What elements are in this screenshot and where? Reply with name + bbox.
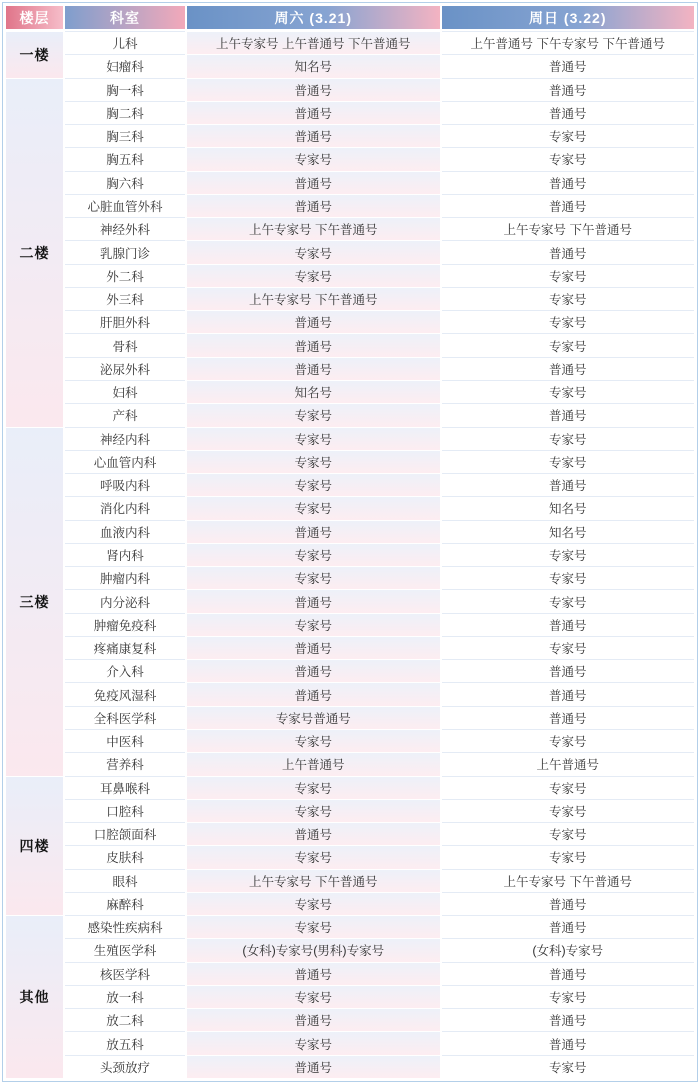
saturday-value-cell: 普通号 [187,124,440,147]
department-cell: 消化内科 [65,496,185,519]
department-cell: 放二科 [65,1008,185,1031]
saturday-value-cell: 上午专家号 下午普通号 [187,217,440,240]
saturday-value-cell: 专家号 [187,985,440,1008]
header-saturday: 周六 (3.21) [187,6,440,29]
floor-cell: 其他 [6,915,63,1078]
department-cell: 肝胆外科 [65,310,185,333]
department-cell: 疼痛康复科 [65,636,185,659]
sunday-value-cell: 专家号 [442,566,695,589]
saturday-value-cell: 专家号 [187,264,440,287]
saturday-value-cell: 专家号普通号 [187,706,440,729]
department-cell: 妇瘤科 [65,54,185,77]
saturday-value-cell: 知名号 [187,54,440,77]
floor-cell: 二楼 [6,78,63,427]
sunday-value-cell: 专家号 [442,799,695,822]
saturday-value-cell: 普通号 [187,520,440,543]
sunday-value-cell: 普通号 [442,240,695,263]
floor-cell: 三楼 [6,427,63,776]
department-cell: 骨科 [65,333,185,356]
department-cell: 儿科 [65,31,185,54]
sunday-value-cell: 普通号 [442,706,695,729]
department-cell: 乳腺门诊 [65,240,185,263]
saturday-value-cell: 普通号 [187,357,440,380]
sunday-value-cell: 普通号 [442,78,695,101]
sunday-value-cell: 专家号 [442,985,695,1008]
header-floor: 楼层 [6,6,63,29]
department-cell: 眼科 [65,869,185,892]
sunday-value-cell: 专家号 [442,287,695,310]
sunday-value-cell: 专家号 [442,822,695,845]
saturday-value-cell: 专家号 [187,473,440,496]
sunday-value-cell: 专家号 [442,729,695,752]
sunday-value-cell: 普通号 [442,1008,695,1031]
sunday-value-cell: 上午普通号 下午专家号 下午普通号 [442,31,695,54]
department-cell: 麻醉科 [65,892,185,915]
sunday-value-cell: 专家号 [442,543,695,566]
department-cell: 胸五科 [65,147,185,170]
department-cell: 口腔科 [65,799,185,822]
department-cell: 营养科 [65,752,185,775]
sunday-value-cell: 普通号 [442,403,695,426]
saturday-value-cell: 普通号 [187,101,440,124]
table-header-row [6,6,694,29]
saturday-value-cell: 专家号 [187,543,440,566]
saturday-value-cell: 专家号 [187,915,440,938]
header-department: 科室 [65,6,185,29]
sunday-value-cell: 专家号 [442,450,695,473]
saturday-value-cell: 专家号 [187,427,440,450]
saturday-value-cell: 专家号 [187,613,440,636]
department-cell: 产科 [65,403,185,426]
saturday-value-cell: 普通号 [187,1008,440,1031]
saturday-value-cell: 上午普通号 [187,752,440,775]
sunday-value-cell: 专家号 [442,1055,695,1078]
saturday-value-cell: 普通号 [187,171,440,194]
sunday-value-cell: 专家号 [442,124,695,147]
sunday-value-cell: 普通号 [442,101,695,124]
department-cell: 泌尿外科 [65,357,185,380]
sunday-value-cell: 专家号 [442,147,695,170]
department-cell: 皮肤科 [65,845,185,868]
department-cell: 肾内科 [65,543,185,566]
saturday-value-cell: 普通号 [187,78,440,101]
saturday-value-cell: 专家号 [187,1031,440,1054]
department-cell: 核医学科 [65,962,185,985]
saturday-value-cell: 普通号 [187,962,440,985]
saturday-value-cell: 普通号 [187,682,440,705]
department-cell: 全科医学科 [65,706,185,729]
saturday-value-cell: 专家号 [187,776,440,799]
sunday-value-cell: 上午普通号 [442,752,695,775]
schedule-table [2,2,698,1082]
saturday-value-cell: 普通号 [187,589,440,612]
department-cell: 介入科 [65,659,185,682]
saturday-value-cell: 专家号 [187,566,440,589]
saturday-value-cell: 专家号 [187,496,440,519]
department-cell: 胸六科 [65,171,185,194]
sunday-value-cell: 上午专家号 下午普通号 [442,869,695,892]
saturday-value-cell: 普通号 [187,822,440,845]
sunday-value-cell: 上午专家号 下午普通号 [442,217,695,240]
sunday-value-cell: 普通号 [442,613,695,636]
department-cell: 心脏血管外科 [65,194,185,217]
saturday-value-cell: 专家号 [187,729,440,752]
department-cell: 妇科 [65,380,185,403]
department-cell: 胸三科 [65,124,185,147]
sunday-value-cell: 普通号 [442,1031,695,1054]
saturday-value-cell: 普通号 [187,1055,440,1078]
saturday-value-cell: 普通号 [187,636,440,659]
department-cell: 免疫风湿科 [65,682,185,705]
saturday-value-cell: 专家号 [187,450,440,473]
saturday-value-cell: 专家号 [187,403,440,426]
department-cell: 胸一科 [65,78,185,101]
sunday-value-cell: 专家号 [442,264,695,287]
floor-cell: 四楼 [6,776,63,916]
saturday-value-cell: 专家号 [187,799,440,822]
sunday-value-cell: 专家号 [442,776,695,799]
table-body [6,31,694,1078]
sunday-value-cell: 专家号 [442,636,695,659]
sunday-value-cell: 普通号 [442,194,695,217]
saturday-value-cell: 上午专家号 上午普通号 下午普通号 [187,31,440,54]
department-cell: 口腔颌面科 [65,822,185,845]
saturday-value-cell: 上午专家号 下午普通号 [187,869,440,892]
department-cell: 胸二科 [65,101,185,124]
sunday-value-cell: 普通号 [442,659,695,682]
department-cell: 耳鼻喉科 [65,776,185,799]
saturday-value-cell: 专家号 [187,845,440,868]
sunday-value-cell: 专家号 [442,427,695,450]
sunday-value-cell: 专家号 [442,333,695,356]
sunday-value-cell: 知名号 [442,520,695,543]
saturday-value-cell: (女科)专家号(男科)专家号 [187,938,440,961]
department-cell: 心血管内科 [65,450,185,473]
sunday-value-cell: 普通号 [442,682,695,705]
sunday-value-cell: 普通号 [442,357,695,380]
saturday-value-cell: 普通号 [187,659,440,682]
sunday-value-cell: 专家号 [442,310,695,333]
sunday-value-cell: 专家号 [442,845,695,868]
department-cell: 神经内科 [65,427,185,450]
saturday-value-cell: 上午专家号 下午普通号 [187,287,440,310]
department-cell: 肿瘤内科 [65,566,185,589]
sunday-value-cell: 普通号 [442,171,695,194]
sunday-value-cell: 专家号 [442,380,695,403]
department-cell: 放五科 [65,1031,185,1054]
saturday-value-cell: 专家号 [187,240,440,263]
department-cell: 感染性疾病科 [65,915,185,938]
sunday-value-cell: 普通号 [442,915,695,938]
saturday-value-cell: 普通号 [187,310,440,333]
header-sunday: 周日 (3.22) [442,6,695,29]
sunday-value-cell: 普通号 [442,473,695,496]
sunday-value-cell: 普通号 [442,962,695,985]
department-cell: 呼吸内科 [65,473,185,496]
saturday-value-cell: 普通号 [187,194,440,217]
department-cell: 血液内科 [65,520,185,543]
department-cell: 内分泌科 [65,589,185,612]
department-cell: 外三科 [65,287,185,310]
department-cell: 生殖医学科 [65,938,185,961]
department-cell: 神经外科 [65,217,185,240]
saturday-value-cell: 专家号 [187,892,440,915]
sunday-value-cell: (女科)专家号 [442,938,695,961]
floor-cell: 一楼 [6,31,63,78]
saturday-value-cell: 知名号 [187,380,440,403]
sunday-value-cell: 普通号 [442,892,695,915]
saturday-value-cell: 普通号 [187,333,440,356]
department-cell: 外二科 [65,264,185,287]
sunday-value-cell: 专家号 [442,589,695,612]
department-cell: 头颈放疗 [65,1055,185,1078]
sunday-value-cell: 普通号 [442,54,695,77]
department-cell: 放一科 [65,985,185,1008]
department-cell: 肿瘤免疫科 [65,613,185,636]
saturday-value-cell: 专家号 [187,147,440,170]
department-cell: 中医科 [65,729,185,752]
sunday-value-cell: 知名号 [442,496,695,519]
